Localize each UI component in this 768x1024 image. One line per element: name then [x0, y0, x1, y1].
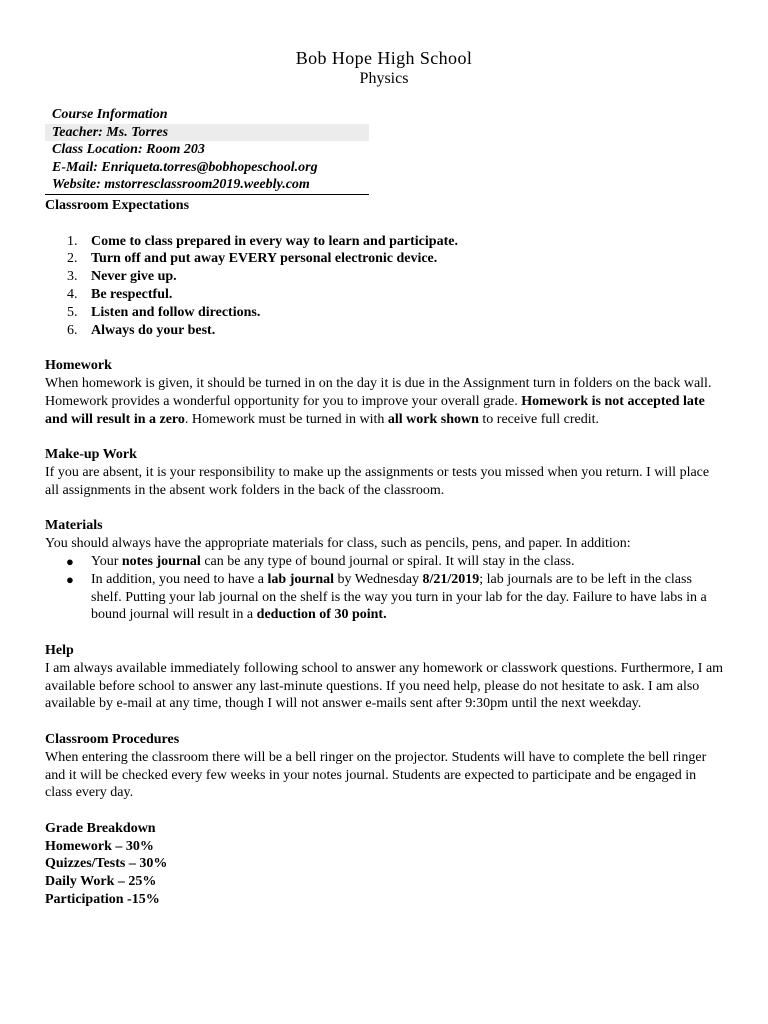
- list-item: ● Your notes journal can be any type of bound journal or spiral. It will stay in the class.: [66, 553, 575, 569]
- list-item: 2. Turn off and put away EVERY personal electronic device.: [67, 251, 438, 267]
- course-info-title: Course Information: [52, 107, 168, 122]
- grade-daily-work: Daily Work – 25%: [45, 874, 157, 890]
- list-item: ● In addition, you need to have a lab journal by Wednesday 8/21/2019; lab journals are to be left in the class shelf. Putting your lab journal on the shelf is the way you turn in your lab for the day. Failure to have labs in a bound journal will result in a deduction of 30 point.: [66, 571, 707, 623]
- bullet-icon: ●: [66, 553, 74, 569]
- grade-homework: Homework – 30%: [45, 838, 154, 854]
- expectations-list: [45, 233, 725, 340]
- bullet-icon: ●: [66, 571, 74, 587]
- website-line: Website: mstorresclassroom2019.weebly.com: [45, 176, 369, 195]
- list-item: 1. Come to class prepared in every way to learn and participate.: [67, 233, 458, 249]
- materials-list: [45, 553, 725, 624]
- expectations-heading: Classroom Expectations: [45, 198, 190, 213]
- makeup-paragraph: If you are absent, it is your responsibility to make up the assignments or tests you missed when you return. I will place all assignments in the absent work folders in the back of the classroom.: [45, 464, 710, 498]
- syllabus-content: [45, 197, 725, 909]
- procedures-paragraph: When entering the classroom there will be a bell ringer on the projector. Students will have to complete the bell ringer and it will be checked every few weeks in your notes journal. Students are expected to participate and be engaged in class every day.: [45, 749, 707, 801]
- class-location-line: Class Location: Room 203: [52, 142, 205, 158]
- subject-name: Physics: [359, 70, 409, 87]
- school-name: Bob Hope High School: [295, 48, 473, 68]
- homework-paragraph: When homework is given, it should be turned in on the day it is due in the Assignment turn in folders on the back wall. Homework provides a wonderful opportunity for you to improve your overall grade. Homework is not accepted late and will result in a zero. Homework must be turned in with all work shown to receive full credit.: [45, 375, 712, 427]
- grade-participation: Participation -15%: [45, 892, 160, 908]
- list-item: 3. Never give up.: [67, 269, 177, 285]
- help-heading: Help: [45, 642, 74, 658]
- document-header: [0, 47, 768, 89]
- teacher-line: Teacher: Ms. Torres: [45, 124, 369, 142]
- help-paragraph: I am always available immediately following school to answer any homework or classwork questions. Furthermore, I am available before school to answer any last-minute questions. If you need help, please do not hesitate to ask. I am also available by e-mail at any time, though I will not answer e-mails sent after 9:30pm until the next weekday.: [45, 660, 724, 712]
- list-item: 4. Be respectful.: [67, 286, 173, 302]
- procedures-heading: Classroom Procedures: [45, 731, 180, 747]
- materials-heading: Materials: [45, 518, 103, 534]
- makeup-heading: Make-up Work: [45, 447, 137, 463]
- list-item: 5. Listen and follow directions.: [67, 304, 261, 320]
- materials-intro: You should always have the appropriate materials for class, such as pencils, pens, and paper. In addition:: [45, 536, 631, 552]
- grade-quizzes-tests: Quizzes/Tests – 30%: [45, 856, 168, 872]
- grade-breakdown-heading: Grade Breakdown: [45, 820, 156, 836]
- list-item: 6. Always do your best.: [67, 322, 216, 338]
- course-info-box: [45, 106, 369, 195]
- email-line: E-Mail: Enriqueta.torres@bobhopeschool.org: [52, 159, 318, 175]
- homework-heading: Homework: [45, 358, 112, 374]
